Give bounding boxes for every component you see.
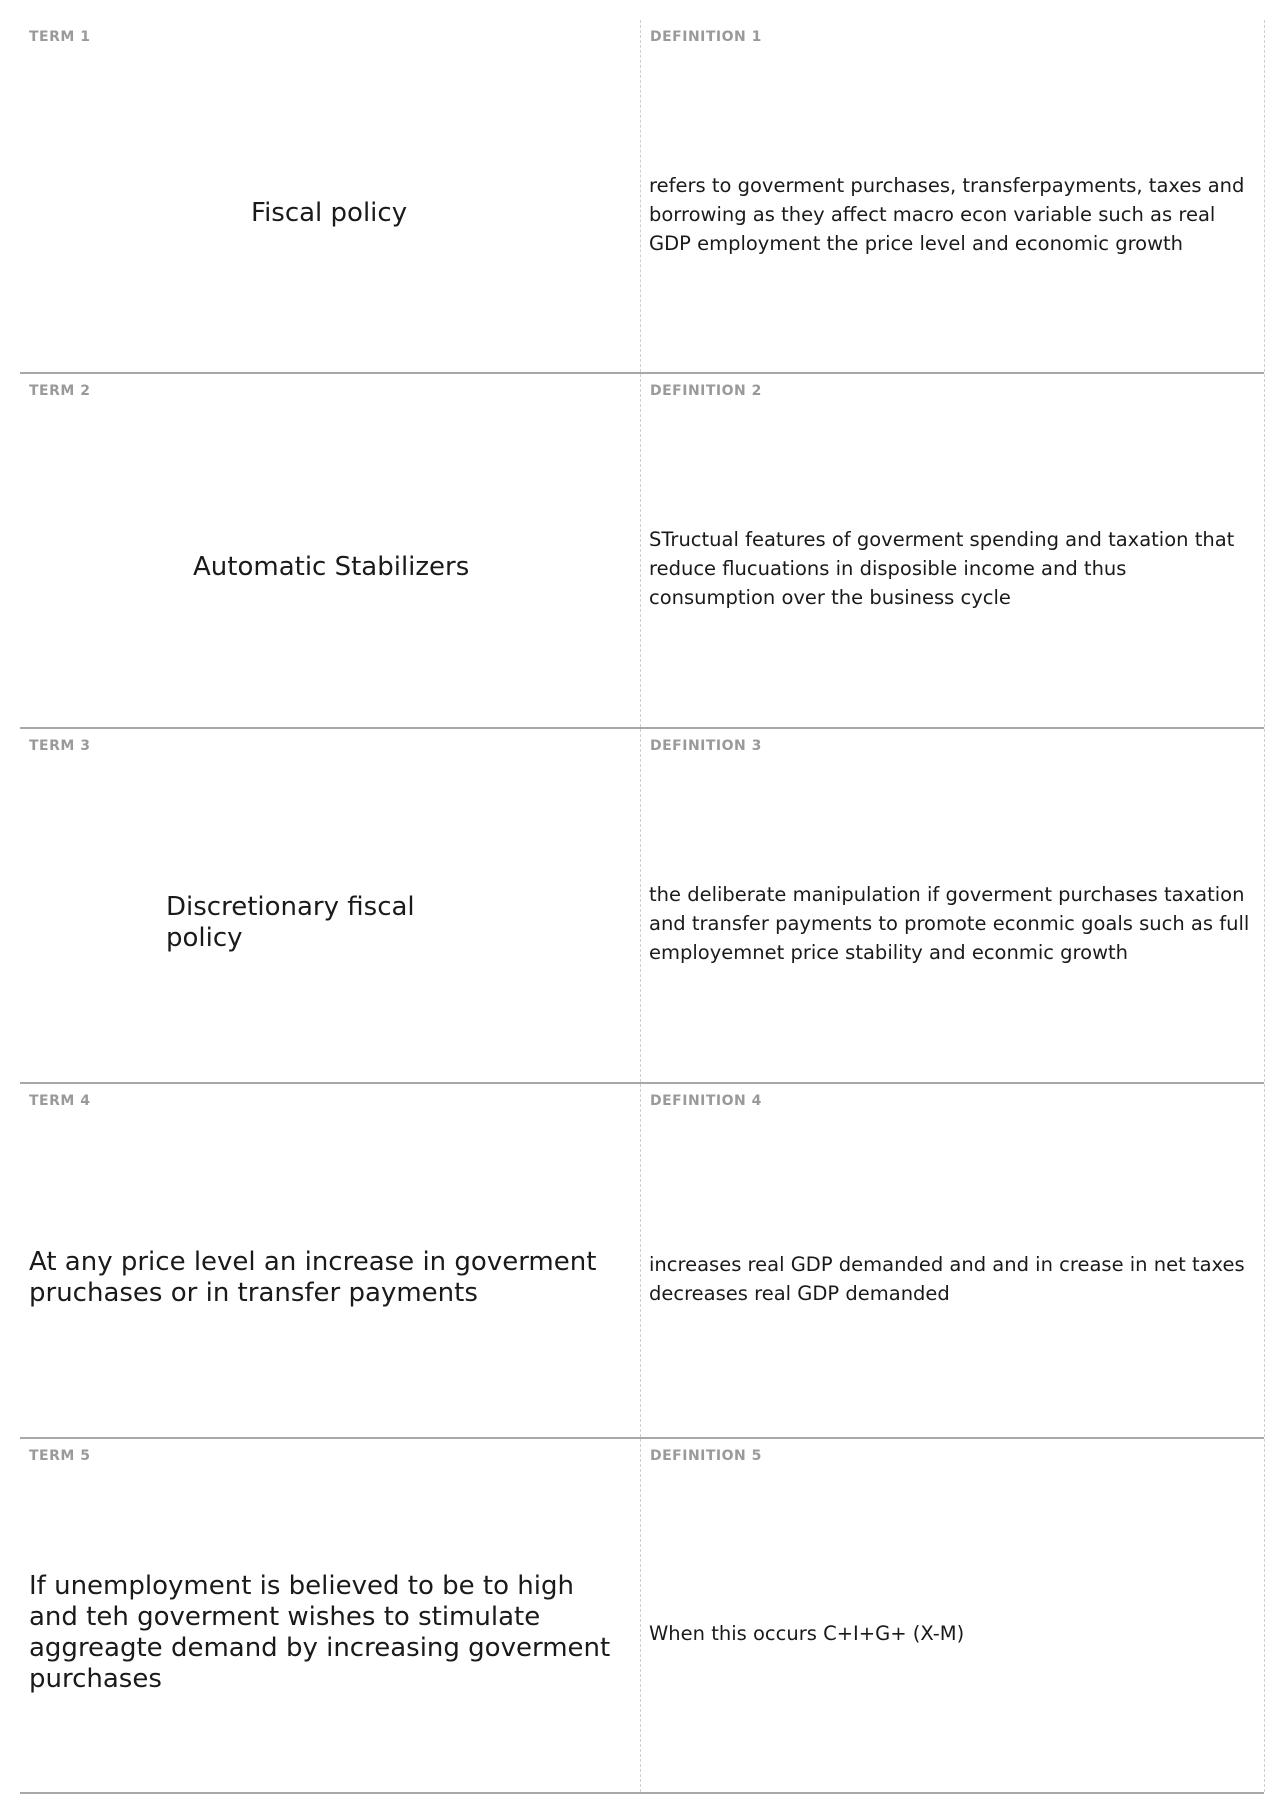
definition-body — [649, 56, 1254, 372]
definition-cell — [640, 374, 1265, 727]
term-body — [29, 410, 630, 727]
term-text: Fiscal policy — [251, 197, 408, 228]
flashcard-sheet — [20, 20, 1264, 1794]
definition-text: When this occurs C+I+G+ (X-M) — [649, 1622, 965, 1645]
definition-body — [649, 1120, 1254, 1437]
definition-label: DEFINITION 4 — [650, 1093, 762, 1109]
definition-cell — [640, 1084, 1265, 1437]
definition-cell — [640, 20, 1265, 372]
term-text: At any price level an increase in goverment pruchases or in transfer payments — [29, 1246, 597, 1308]
definition-label: DEFINITION 5 — [650, 1448, 762, 1464]
term-cell — [20, 374, 641, 727]
card-row — [20, 20, 1264, 374]
term-body — [29, 56, 630, 372]
term-body — [29, 765, 630, 1082]
term-body — [29, 1120, 630, 1437]
card-row — [20, 1084, 1264, 1439]
definition-text: the deliberate manipulation if goverment purchases taxation and transfer payments to promote econmic goals such as full employemnet price stability and econmic growth — [649, 883, 1250, 964]
card-row — [20, 374, 1264, 729]
definition-text: STructual features of goverment spending and taxation that reduce flucuations in disposible income and thus consumption over the business cycle — [649, 528, 1235, 609]
term-text: If unemployment is believed to be to high and teh goverment wishes to stimulate aggreagte demand by increasing goverment purchases — [29, 1570, 611, 1694]
term-cell — [20, 729, 641, 1082]
definition-body — [649, 410, 1254, 727]
definition-label: DEFINITION 3 — [650, 738, 762, 754]
card-row — [20, 1439, 1264, 1794]
term-body — [29, 1475, 630, 1792]
term-text: Automatic Stabilizers — [193, 552, 470, 582]
definition-body — [649, 765, 1254, 1082]
definition-cell — [640, 1439, 1265, 1792]
definition-text: increases real GDP demanded and and in crease in net taxes decreases real GDP demanded — [649, 1252, 1245, 1305]
term-label: TERM 5 — [29, 1448, 91, 1464]
card-row — [20, 729, 1264, 1084]
term-cell — [20, 1084, 641, 1437]
term-cell — [20, 20, 641, 372]
term-cell — [20, 1439, 641, 1792]
term-label: TERM 1 — [29, 29, 91, 45]
definition-body — [649, 1475, 1254, 1792]
definition-label: DEFINITION 1 — [650, 29, 762, 45]
definition-label: DEFINITION 2 — [650, 383, 762, 399]
definition-cell — [640, 729, 1265, 1082]
term-label: TERM 4 — [29, 1093, 91, 1109]
term-label: TERM 3 — [29, 738, 91, 754]
term-text: Discretionary fiscal policy — [166, 891, 415, 953]
term-label: TERM 2 — [29, 383, 91, 399]
definition-text: refers to goverment purchases, transferpayments, taxes and borrowing as they affect macro econ variable such as real GDP employment the price level and economic growth — [649, 173, 1245, 255]
